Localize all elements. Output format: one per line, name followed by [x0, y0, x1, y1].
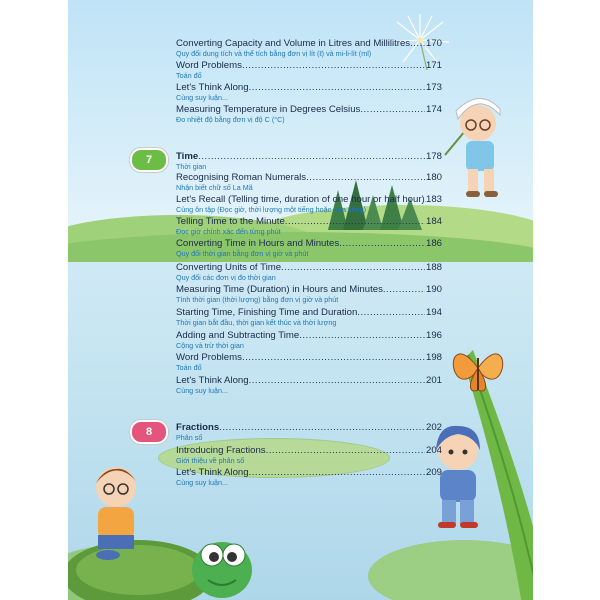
entry-title: Converting Capacity and Volume in Litres and Millilitres [176, 38, 411, 49]
toc-entry[interactable] [176, 375, 442, 395]
entry-page: 174 [425, 104, 442, 115]
toc-entry[interactable] [176, 38, 442, 58]
entry-subtitle: Quy đổi dung tích và thể tích bằng đơn vị lít (ℓ) và mi-li-lít (ml) [176, 49, 372, 58]
toc-entry[interactable] [176, 60, 442, 80]
entry-title: Converting Time in Hours and Minutes [176, 238, 340, 249]
toc-entry[interactable] [176, 307, 442, 327]
entry-subtitle: Đọc giờ chính xác đến từng phút [176, 227, 281, 236]
toc-entry[interactable] [176, 467, 442, 487]
entry-page: 204 [425, 445, 442, 456]
toc-entry[interactable] [176, 194, 442, 214]
entry-title: Starting Time, Finishing Time and Duration [176, 307, 358, 318]
toc-entry[interactable] [176, 262, 442, 282]
entry-subtitle: Cùng suy luận... [176, 478, 228, 487]
entry-subtitle: Cùng ôn tập (Đọc giờ, thời lượng một tiếng hoặc nửa tiếng) [176, 205, 366, 214]
chapter-subtitle: Thời gian [176, 162, 207, 171]
entry-page: 171 [425, 60, 442, 71]
entry-title: Telling Time to the Minute [176, 216, 285, 227]
chapter-title: Time [176, 151, 199, 162]
chapter-subtitle: Phân số [176, 433, 203, 442]
entry-title: Let's Think Along [176, 467, 249, 478]
entry-title: Word Problems [176, 352, 242, 363]
entry-title: Converting Units of Time [176, 262, 282, 273]
entry-page: 198 [425, 352, 442, 363]
entry-page: 196 [425, 330, 442, 341]
entry-title: Let's Think Along [176, 82, 249, 93]
entry-page: 173 [425, 82, 442, 93]
toc-entry[interactable] [176, 352, 442, 372]
entry-page: 194 [425, 307, 442, 318]
entry-page: 209 [425, 467, 442, 478]
chapter-8-badge: 8 [130, 420, 168, 444]
entry-subtitle: Đo nhiệt độ bằng đơn vị độ C (°C) [176, 115, 285, 124]
entry-subtitle: Cùng suy luận... [176, 93, 228, 102]
toc-entry[interactable] [176, 330, 442, 350]
chapter-8-heading[interactable] [176, 422, 442, 442]
chapter-7-badge: 7 [130, 148, 168, 172]
chapter-7-heading[interactable] [176, 151, 442, 171]
entry-page: 186 [425, 238, 442, 249]
entry-subtitle: Toán đố [176, 363, 202, 372]
toc-entry[interactable] [176, 284, 442, 304]
entry-page: 201 [425, 375, 442, 386]
entry-subtitle: Nhận biết chữ số La Mã [176, 183, 253, 192]
entry-subtitle: Quy đổi các đơn vị đo thời gian [176, 273, 276, 282]
entry-page: 184 [425, 216, 442, 227]
entry-page: 202 [425, 422, 442, 433]
entry-subtitle: Tính thời gian (thời lượng) bằng đơn vị giờ và phút [176, 295, 339, 304]
entry-page: 190 [425, 284, 442, 295]
entry-page: 170 [425, 38, 442, 49]
toc-entry[interactable] [176, 172, 442, 192]
entry-title: Let's Recall (Telling time, duration of one hour or half hour) [176, 194, 425, 205]
entry-subtitle: Thời gian bắt đầu, thời gian kết thúc và thời lượng [176, 318, 337, 327]
entry-page: 180 [425, 172, 442, 183]
chapter-title: Fractions [176, 422, 220, 433]
entry-subtitle: Toán đố [176, 71, 202, 80]
toc-entry[interactable] [176, 104, 442, 124]
entry-page: 178 [425, 151, 442, 162]
entry-subtitle: Cộng và trừ thời gian [176, 341, 244, 350]
entry-subtitle: Cùng suy luận... [176, 386, 228, 395]
entry-subtitle: Giới thiệu về phân số [176, 456, 245, 465]
toc-entry[interactable] [176, 82, 442, 102]
entry-page: 183 [425, 194, 442, 205]
entry-title: Let's Think Along [176, 375, 249, 386]
entry-title: Word Problems [176, 60, 242, 71]
toc-entry[interactable] [176, 238, 442, 258]
entry-title: Introducing Fractions [176, 445, 266, 456]
toc-entry[interactable] [176, 216, 442, 236]
entry-title: Recognising Roman Numerals [176, 172, 307, 183]
toc-entry[interactable] [176, 445, 442, 465]
entry-title: Measuring Temperature in Degrees Celsius [176, 104, 361, 115]
entry-page: 188 [425, 262, 442, 273]
entry-title: Measuring Time (Duration) in Hours and Minutes [176, 284, 383, 295]
entry-title: Adding and Subtracting Time [176, 330, 300, 341]
entry-subtitle: Quy đổi thời gian bằng đơn vị giờ và phút [176, 249, 309, 258]
